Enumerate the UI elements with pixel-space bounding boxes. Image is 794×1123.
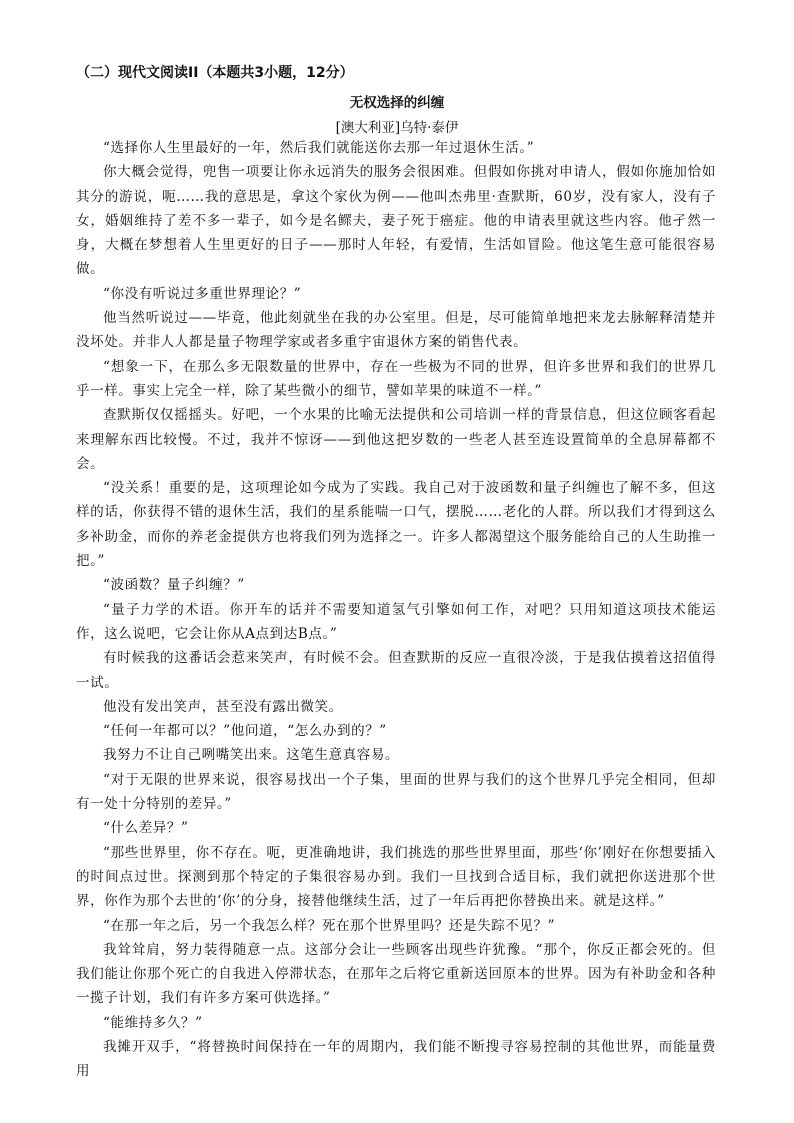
- paragraph: 你大概会觉得，兜售一项要让你永远消失的服务会很困难。但假如你挑对申请人，假如你施加恰如其分的游说，呃……我的意思是，拿这个家伙为例——他叫杰弗里·查默斯，60岁，没有家人，没有子女，婚姻维持了差不多一辈子，如今是名鳏夫，妻子死于癌症。他的申请表里就这些内容。他孑然一身，大概在梦想着人生里更好的日子——那时人年轻，有爱情，生活如冒险。他这笔生意可能很容易做。: [76, 164, 716, 278]
- paragraph: “想象一下，在那么多无限数量的世界中，存在一些极为不同的世界，但许多世界和我们的世界几乎一样。事实上完全一样，除了某些微小的细节，譬如苹果的味道不一样。”: [76, 358, 716, 399]
- paragraph: 我摊开双手，“将替换时间保持在一年的周期内，我们能不断搜寻容易控制的其他世界，而能量费用: [76, 1038, 716, 1080]
- paragraph: “任何一年都可以？”他问道，“怎么办到的？”: [103, 723, 387, 740]
- paragraph: 我耸耸肩，努力装得随意一点。这部分会让一些顾客出现些许犹豫。“那个，你反正都会死的。但我们能让你那个死亡的自我进入停滞状态，在那年之后将它重新送回原本的世界。因为有补助金和各种一揽子计划，我们有许多方案可供选择。”: [76, 941, 716, 1007]
- paragraph: 查默斯仅仅摇摇头。好吧，一个水果的比喻无法提供和公司培训一样的背景信息，但这位顾客看起来理解东西比较慢。不过，我并不惊讶——到他这把岁数的一些老人甚至连设置简单的全息屏幕都不会。: [76, 407, 716, 472]
- paragraph: “那些世界里，你不存在。呃，更准确地讲，我们挑选的那些世界里面，那些‘你’刚好在你想要插入的时间点过世。探测到那个特定的子集很容易办到。我们一旦找到合适目标，我们就把你送进那个世界，你作为那个去世的‘你’的分身，接替他继续生活，过了一年后再把你替换出来。就是这样。”: [76, 844, 716, 910]
- paragraph: “量子力学的术语。你开车的话并不需要知道氢气引擎如何工作，对吧？只用知道这项技术能运作，这么说吧，它会让你从A点到达B点。”: [76, 601, 716, 642]
- article-body: [76, 136, 716, 1084]
- paragraph: “没关系！重要的是，这项理论如今成为了实践。我自己对于波函数和量子纠缠也了解不多，但这样的话，你获得不错的退休生活，我们的星系能喘一口气，摆脱……老化的人群。所以我们才得到这么多补助金，而你的养老金提供方也将我们列为选择之一。许多人都渴望这个服务能给自己的人生助推一把。”: [76, 480, 716, 570]
- section-heading: （二）现代文阅读II（本题共3小题，12分）: [76, 65, 354, 81]
- paragraph: “你没有听说过多重世界理论？”: [103, 285, 302, 302]
- article-author: [澳大利亚]乌特·泰伊: [335, 120, 459, 136]
- paragraph: “什么差异？”: [103, 820, 189, 837]
- paragraph: 他没有发出笑声，甚至没有露出微笑。: [103, 698, 343, 715]
- paragraph: “对于无限的世界来说，很容易找出一个子集，里面的世界与我们的这个世界几乎完全相同，但却有一处十分特别的差异。”: [76, 771, 716, 813]
- paragraph: “选择你人生里最好的一年，然后我们就能送你去那一年过退休生活。”: [103, 140, 535, 156]
- paragraph: 我努力不让自己咧嘴笑出来。这笔生意真容易。: [103, 747, 400, 764]
- paragraph: “波函数？量子纠缠？”: [103, 577, 245, 594]
- paragraph: “在那一年之后，另一个我怎么样？死在那个世界里吗？还是失踪不见？”: [103, 917, 556, 934]
- paragraph: 有时候我的这番话会惹来笑声，有时候不会。但查默斯的反应一直很冷淡，于是我估摸着这招值得一试。: [76, 650, 716, 691]
- paragraph: “能维持多久？”: [103, 1014, 203, 1031]
- article-title: 无权选择的纠缠: [349, 95, 445, 111]
- paragraph: 他当然听说过——毕竟，他此刻就坐在我的办公室里。但是，尽可能简单地把来龙去脉解释清楚并没坏处。并非人人都是量子物理学家或者多重宇宙退休方案的销售代表。: [76, 310, 716, 351]
